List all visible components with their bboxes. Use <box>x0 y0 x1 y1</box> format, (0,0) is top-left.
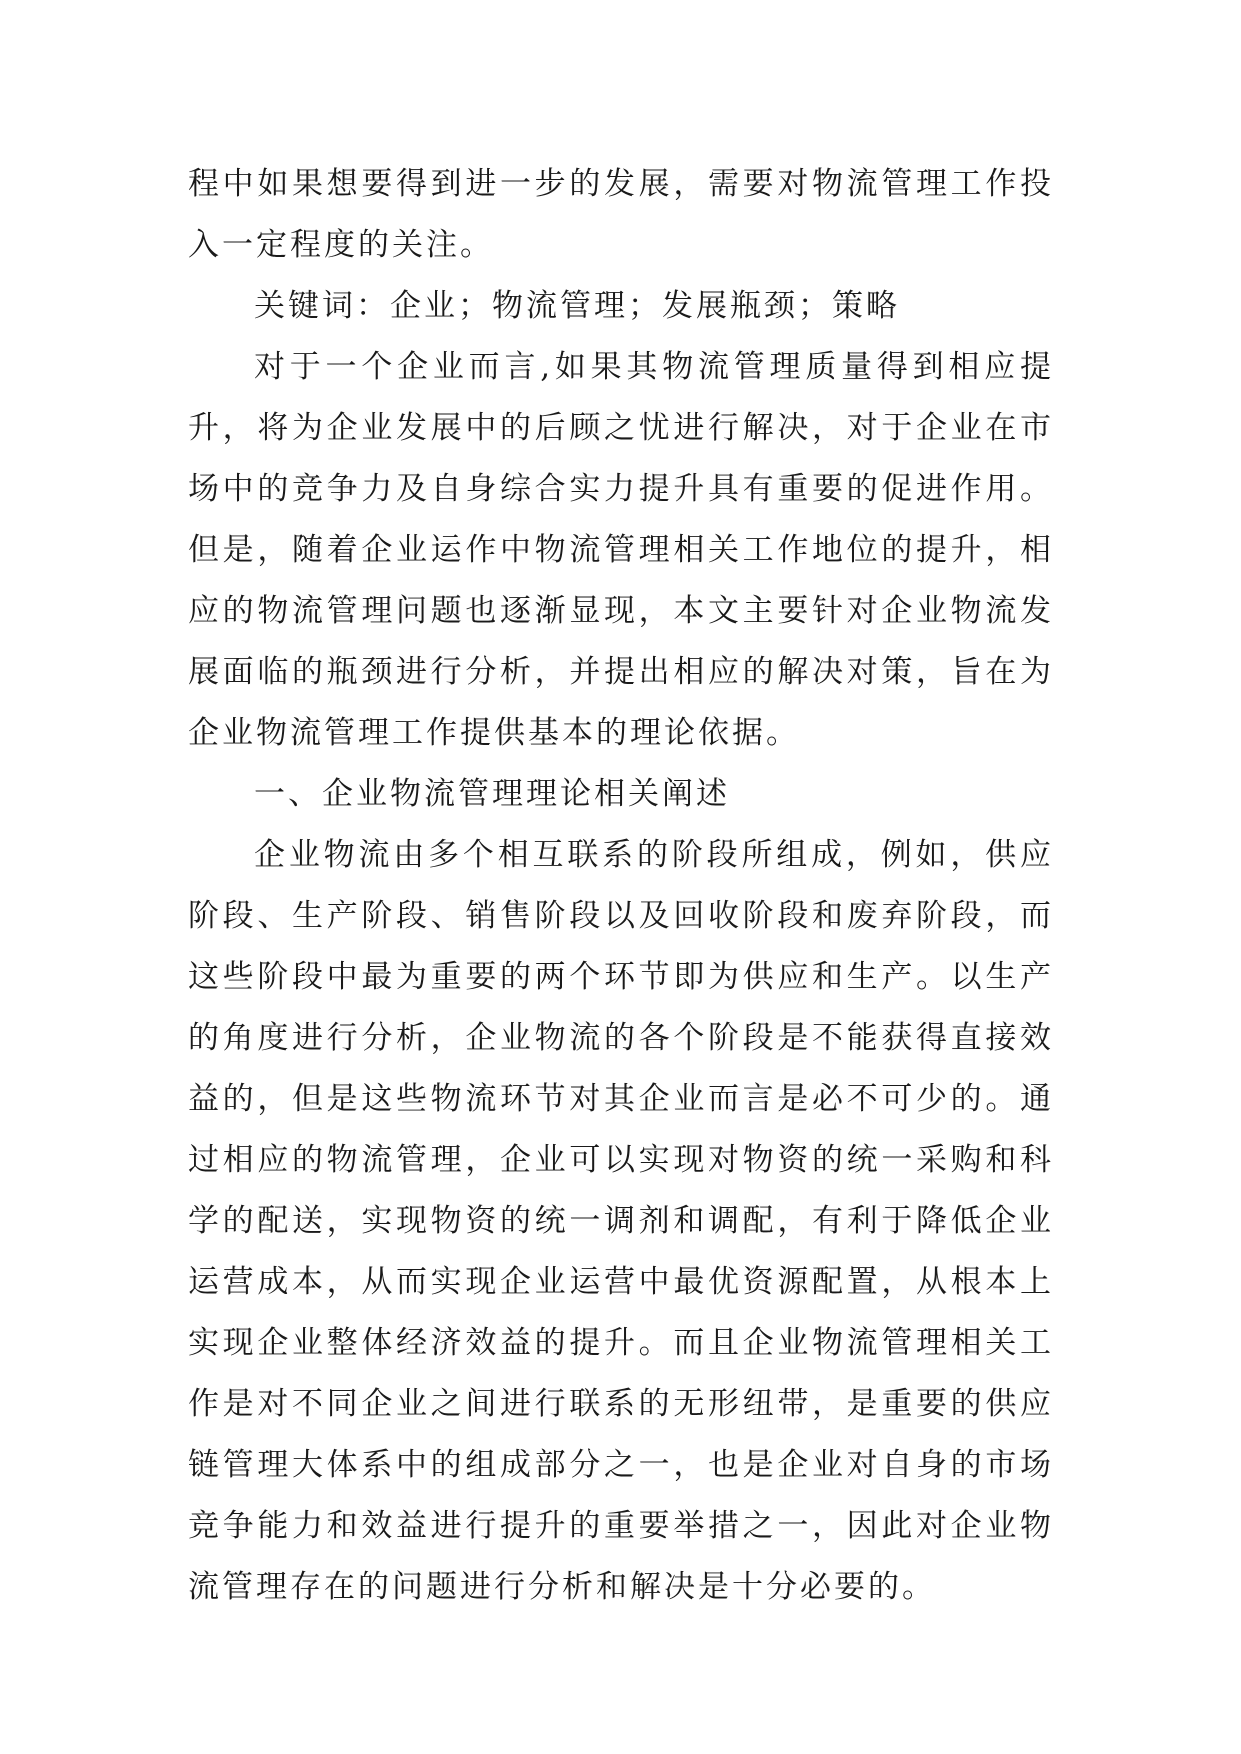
section-heading-1: 一、企业物流管理理论相关阐述 <box>254 776 730 812</box>
paragraph-introduction: 对于一个企业而言,如果其物流管理质量得到相应提升，将为企业发展中的后顾之忧进行解决，对于企业在市场中的竞争力及自身综合实力提升具有重要的促进作用。但是，随着企业运作中物流管理相关工作地位的提升，相应的物流管理问题也逐渐显现，本文主要针对企业物流发展面临的瓶颈进行分析，并提出相应的解决对策，旨在为企业物流管理工作提供基本的理论依据。 <box>188 349 1054 751</box>
paragraph-section-1: 企业物流由多个相互联系的阶段所组成，例如，供应阶段、生产阶段、销售阶段以及回收阶段和废弃阶段，而这些阶段中最为重要的两个环节即为供应和生产。以生产的角度进行分析，企业物流的各个阶段是不能获得直接效益的，但是这些物流环节对其企业而言是必不可少的。通过相应的物流管理，企业可以实现对物资的统一采购和科学的配送，实现物资的统一调剂和调配，有利于降低企业运营成本，从而实现企业运营中最优资源配置，从根本上实现企业整体经济效益的提升。而且企业物流管理相关工作是对不同企业之间进行联系的无形纽带，是重要的供应链管理大体系中的组成部分之一，也是企业对自身的市场竞争能力和效益进行提升的重要举措之一，因此对企业物流管理存在的问题进行分析和解决是十分必要的。 <box>188 837 1054 1605</box>
document-body <box>188 154 1054 1618</box>
paragraph-continuation: 程中如果想要得到进一步的发展，需要对物流管理工作投入一定程度的关注。 <box>188 166 1054 263</box>
keywords-line: 关键词：企业；物流管理；发展瓶颈；策略 <box>254 288 900 324</box>
